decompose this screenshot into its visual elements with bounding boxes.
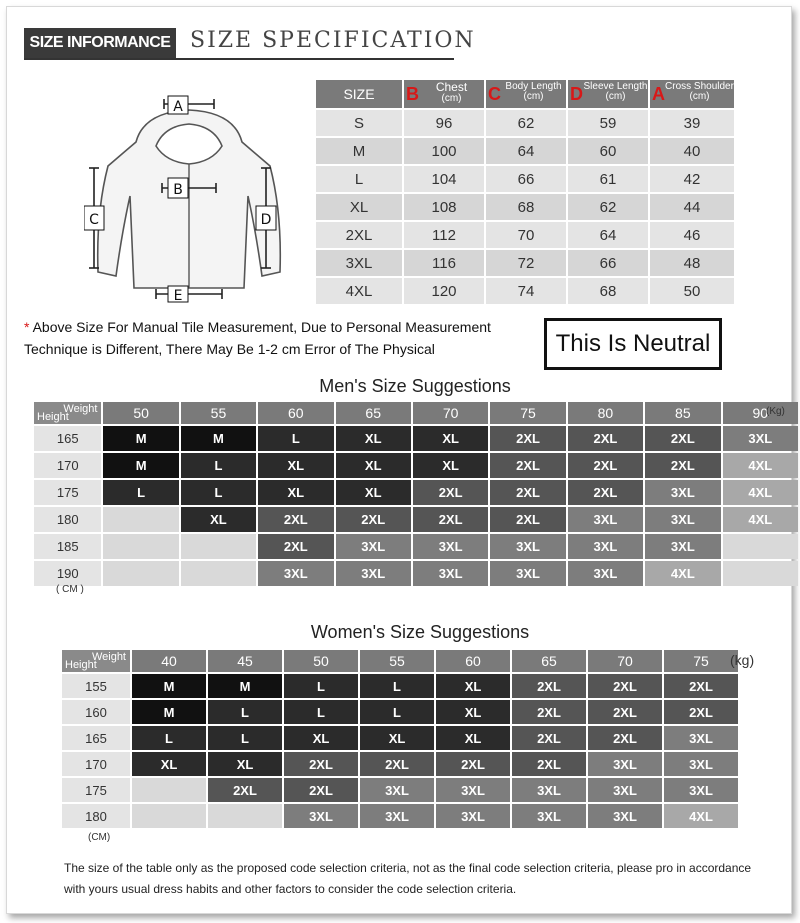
men-size-cell: 3XL <box>568 534 643 559</box>
spec-value-cell: 61 <box>568 166 648 192</box>
women-size-cell: L <box>132 726 206 750</box>
women-size-cell: XL <box>360 726 434 750</box>
men-row <box>34 453 798 478</box>
men-weight-unit: (Kg) <box>766 406 785 417</box>
men-size-cell: 3XL <box>568 561 643 586</box>
women-weight-header: 70 <box>588 650 662 672</box>
spec-value-cell: 59 <box>568 110 648 136</box>
men-size-cell: 2XL <box>490 507 565 532</box>
women-size-cell: 3XL <box>360 778 434 802</box>
men-height-cell: 180 <box>34 507 101 532</box>
spec-value-cell: 42 <box>650 166 734 192</box>
spec-value-cell: 50 <box>650 278 734 304</box>
label-b: B <box>173 182 183 198</box>
women-size-cell: M <box>132 700 206 724</box>
men-size-cell <box>181 534 256 559</box>
men-weight-header: 55 <box>181 402 256 424</box>
men-row <box>34 534 798 559</box>
spec-value-cell: 44 <box>650 194 734 220</box>
men-size-cell: L <box>258 426 333 451</box>
men-size-cell <box>103 507 178 532</box>
women-size-cell: L <box>284 700 358 724</box>
women-height-cell: 165 <box>62 726 130 750</box>
label-d: D <box>260 212 272 228</box>
women-size-cell: 3XL <box>664 778 738 802</box>
men-row <box>34 426 798 451</box>
spec-size-cell: 3XL <box>316 250 402 276</box>
women-row <box>62 726 738 750</box>
men-size-cell: XL <box>336 480 411 505</box>
women-size-cell: XL <box>284 726 358 750</box>
men-weight-header: 65 <box>336 402 411 424</box>
women-row <box>62 804 738 828</box>
men-size-cell: 3XL <box>490 561 565 586</box>
spec-value-cell: 96 <box>404 110 484 136</box>
women-size-cell: 2XL <box>512 726 586 750</box>
spec-value-cell: 116 <box>404 250 484 276</box>
women-size-cell: 3XL <box>436 804 510 828</box>
men-size-cell: 3XL <box>413 534 488 559</box>
spec-value-cell: 104 <box>404 166 484 192</box>
women-size-cell: XL <box>436 674 510 698</box>
spec-value-cell: 46 <box>650 222 734 248</box>
spec-row <box>316 110 734 136</box>
spec-row <box>316 222 734 248</box>
men-size-title: Men's Size Suggestions <box>319 376 511 396</box>
women-size-cell: 2XL <box>360 752 434 776</box>
spec-row <box>316 278 734 304</box>
footer-disclaimer: The size of the table only as the proposed code selection criteria, not as the final code selection criteria, please pro in accordance with yours usual dress habits and other factors to consider the code selection criteria. <box>64 861 752 896</box>
women-weight-header: 50 <box>284 650 358 672</box>
men-size-cell: 3XL <box>645 507 720 532</box>
men-size-cell: 3XL <box>336 534 411 559</box>
men-height-cell: 185 <box>34 534 101 559</box>
men-size-cell: 2XL <box>490 453 565 478</box>
women-size-cell: XL <box>208 752 282 776</box>
men-size-cell: 3XL <box>723 426 798 451</box>
men-size-cell: 4XL <box>645 561 720 586</box>
women-height-cell: 160 <box>62 700 130 724</box>
men-size-cell: L <box>103 480 178 505</box>
men-weight-header: 75 <box>490 402 565 424</box>
spec-size-cell: XL <box>316 194 402 220</box>
men-weight-header: 85 <box>645 402 720 424</box>
women-height-cell: 170 <box>62 752 130 776</box>
men-height-cell: 190 <box>34 561 101 586</box>
spec-value-cell: 108 <box>404 194 484 220</box>
women-size-cell: L <box>208 700 282 724</box>
spec-value-cell: 120 <box>404 278 484 304</box>
women-size-cell: 2XL <box>284 778 358 802</box>
women-size-cell: L <box>284 674 358 698</box>
women-size-cell: 3XL <box>664 752 738 776</box>
spec-value-cell: 72 <box>486 250 566 276</box>
spec-header-body-length: C Body Length (cm) <box>486 80 566 108</box>
women-row <box>62 700 738 724</box>
spec-value-cell: 62 <box>568 194 648 220</box>
men-size-cell <box>723 561 798 586</box>
women-weight-header: 75 <box>664 650 738 672</box>
women-size-cell: L <box>360 700 434 724</box>
men-weight-header: 70 <box>413 402 488 424</box>
men-size-cell: L <box>181 480 256 505</box>
men-size-cell <box>181 561 256 586</box>
size-info-badge: SIZE INFORMANCE <box>24 28 176 58</box>
men-size-cell: 4XL <box>723 507 798 532</box>
women-size-cell: M <box>132 674 206 698</box>
neutral-badge: This Is Neutral <box>544 318 722 370</box>
men-size-cell: 4XL <box>723 453 798 478</box>
women-size-cell: 3XL <box>436 778 510 802</box>
men-size-cell: 3XL <box>336 561 411 586</box>
men-weight-header: 90 <box>723 402 798 424</box>
spec-header-size: SIZE <box>316 80 402 108</box>
spec-value-cell: 100 <box>404 138 484 164</box>
women-size-cell: 3XL <box>512 778 586 802</box>
women-size-cell: L <box>208 726 282 750</box>
men-corner-cell: Weight Height <box>34 402 101 424</box>
women-size-cell: 2XL <box>512 752 586 776</box>
men-size-cell <box>103 534 178 559</box>
men-row <box>34 561 798 586</box>
women-size-cell: 2XL <box>588 700 662 724</box>
spec-value-cell: 64 <box>568 222 648 248</box>
men-weight-header: 80 <box>568 402 643 424</box>
women-size-cell <box>208 804 282 828</box>
spec-header-sleeve-length: D Sleeve Length (cm) <box>568 80 648 108</box>
women-size-cell: 3XL <box>512 804 586 828</box>
spec-header-cross-shoulder: A Cross Shoulder (cm) <box>650 80 734 108</box>
men-height-unit: ( CM ) <box>56 584 84 595</box>
label-a: A <box>173 99 183 115</box>
men-size-cell: 2XL <box>413 480 488 505</box>
men-size-cell: 2XL <box>490 480 565 505</box>
women-weight-header: 40 <box>132 650 206 672</box>
women-size-cell <box>132 804 206 828</box>
spec-row <box>316 194 734 220</box>
women-row <box>62 674 738 698</box>
men-size-cell: 2XL <box>490 426 565 451</box>
men-size-cell: XL <box>258 480 333 505</box>
women-size-cell: 2XL <box>208 778 282 802</box>
spec-value-cell: 62 <box>486 110 566 136</box>
women-size-title: Women's Size Suggestions <box>310 622 530 642</box>
men-size-cell: M <box>103 426 178 451</box>
women-height-cell: 180 <box>62 804 130 828</box>
men-size-cell <box>723 534 798 559</box>
spec-value-cell: 66 <box>568 250 648 276</box>
size-spec-table <box>314 78 736 306</box>
spec-value-cell: 40 <box>650 138 734 164</box>
women-size-cell: 2XL <box>664 700 738 724</box>
women-size-cell: 3XL <box>588 778 662 802</box>
spec-size-cell: L <box>316 166 402 192</box>
measurement-note: * Above Size For Manual Tile Measurement, Due to Personal Measurement Technique is Different, There May Be 1-2 cm Error of The Physical <box>24 319 491 357</box>
women-size-cell: 3XL <box>588 752 662 776</box>
women-size-cell: 2XL <box>512 700 586 724</box>
spec-value-cell: 39 <box>650 110 734 136</box>
women-row <box>62 752 738 776</box>
spec-size-cell: S <box>316 110 402 136</box>
men-size-cell: 2XL <box>645 426 720 451</box>
men-size-cell: XL <box>258 453 333 478</box>
men-size-cell: 3XL <box>568 507 643 532</box>
women-size-cell: 3XL <box>588 804 662 828</box>
spec-value-cell: 68 <box>486 194 566 220</box>
women-size-cell: M <box>208 674 282 698</box>
women-size-cell <box>132 778 206 802</box>
men-size-cell: XL <box>181 507 256 532</box>
label-e: E <box>173 288 183 304</box>
women-size-cell: 3XL <box>360 804 434 828</box>
spec-value-cell: 64 <box>486 138 566 164</box>
spec-row <box>316 250 734 276</box>
men-height-cell: 175 <box>34 480 101 505</box>
men-height-cell: 170 <box>34 453 101 478</box>
women-size-cell: 4XL <box>664 804 738 828</box>
men-size-cell: 3XL <box>490 534 565 559</box>
men-size-cell: XL <box>413 453 488 478</box>
women-size-cell: 2XL <box>512 674 586 698</box>
women-size-cell: XL <box>132 752 206 776</box>
men-size-cell: 2XL <box>413 507 488 532</box>
men-size-cell: 3XL <box>258 561 333 586</box>
women-weight-unit: (kg) <box>730 652 755 668</box>
jacket-diagram <box>84 92 294 304</box>
women-weight-header: 55 <box>360 650 434 672</box>
women-height-cell: 175 <box>62 778 130 802</box>
men-weight-header: 60 <box>258 402 333 424</box>
men-size-cell: 2XL <box>568 426 643 451</box>
spec-size-cell: M <box>316 138 402 164</box>
spec-value-cell: 74 <box>486 278 566 304</box>
men-height-cell: 165 <box>34 426 101 451</box>
spec-value-cell: 68 <box>568 278 648 304</box>
women-height-cell: 155 <box>62 674 130 698</box>
men-size-cell: XL <box>336 453 411 478</box>
men-row <box>34 480 798 505</box>
men-size-cell: 3XL <box>645 480 720 505</box>
spec-size-cell: 4XL <box>316 278 402 304</box>
women-size-cell: 2XL <box>588 674 662 698</box>
women-size-cell: 3XL <box>664 726 738 750</box>
women-weight-header: 60 <box>436 650 510 672</box>
women-row <box>62 778 738 802</box>
men-size-cell: 2XL <box>645 453 720 478</box>
men-size-cell: 2XL <box>258 507 333 532</box>
men-size-cell: 2XL <box>568 453 643 478</box>
spec-row <box>316 166 734 192</box>
spec-value-cell: 48 <box>650 250 734 276</box>
men-size-cell: 3XL <box>645 534 720 559</box>
women-size-cell: XL <box>436 700 510 724</box>
spec-value-cell: 66 <box>486 166 566 192</box>
women-corner-cell: Weight Height <box>62 650 130 672</box>
men-row <box>34 507 798 532</box>
women-height-unit: (CM) <box>88 832 111 843</box>
men-weight-header: 50 <box>103 402 178 424</box>
spec-value-cell: 70 <box>486 222 566 248</box>
spec-row <box>316 138 734 164</box>
men-size-cell: 2XL <box>568 480 643 505</box>
men-size-table <box>32 400 800 588</box>
women-size-cell: 3XL <box>284 804 358 828</box>
spec-header-chest: B Chest (cm) <box>404 80 484 108</box>
women-weight-header: 45 <box>208 650 282 672</box>
women-size-table <box>60 648 740 830</box>
header-divider <box>24 58 454 60</box>
women-size-cell: 2XL <box>664 674 738 698</box>
men-size-cell: M <box>181 426 256 451</box>
women-size-cell: L <box>360 674 434 698</box>
men-size-cell: 4XL <box>723 480 798 505</box>
men-size-cell: M <box>103 453 178 478</box>
spec-value-cell: 60 <box>568 138 648 164</box>
men-size-cell <box>103 561 178 586</box>
label-c: C <box>89 212 99 228</box>
men-size-cell: 3XL <box>413 561 488 586</box>
men-size-cell: XL <box>413 426 488 451</box>
women-size-cell: XL <box>436 726 510 750</box>
women-size-cell: 2XL <box>588 726 662 750</box>
spec-value-cell: 112 <box>404 222 484 248</box>
women-size-cell: 2XL <box>436 752 510 776</box>
men-size-cell: 2XL <box>336 507 411 532</box>
men-size-cell: XL <box>336 426 411 451</box>
men-size-cell: 2XL <box>258 534 333 559</box>
men-size-cell: L <box>181 453 256 478</box>
women-weight-header: 65 <box>512 650 586 672</box>
women-size-cell: 2XL <box>284 752 358 776</box>
spec-size-cell: 2XL <box>316 222 402 248</box>
page-title: SIZE SPECIFICATION <box>190 28 476 53</box>
